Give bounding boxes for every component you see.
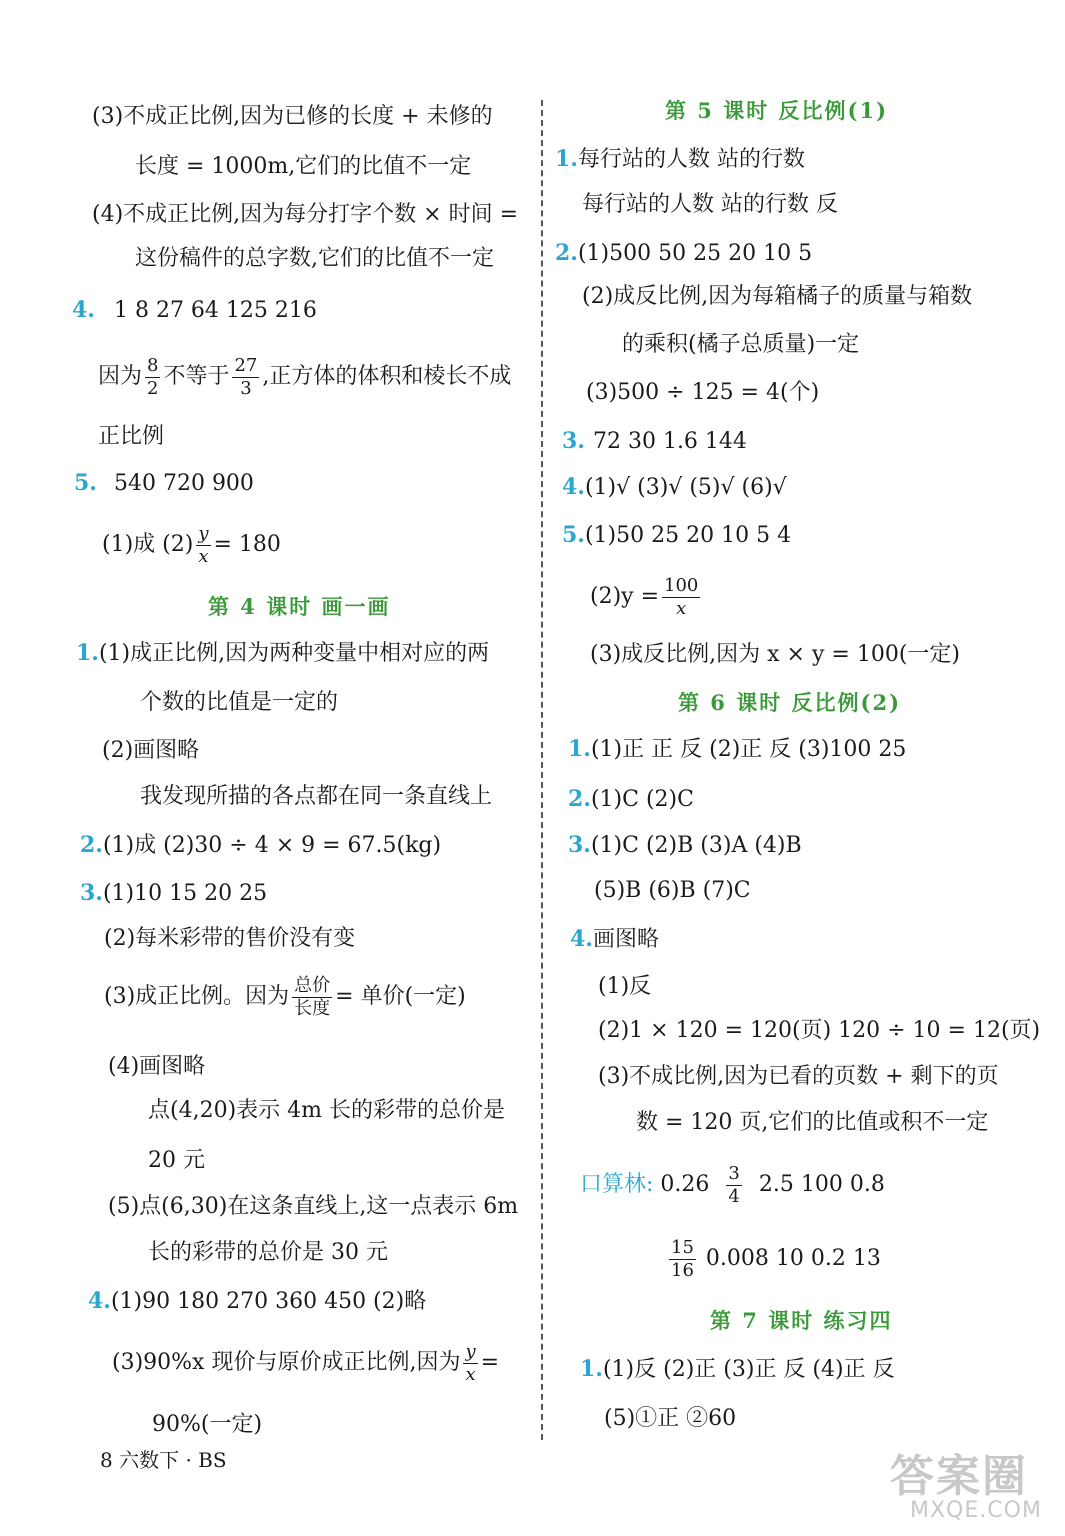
r-q1-text: 每行站的人数 站的行数 [577, 147, 805, 172]
s4-q3-part4: (4)画图略 [108, 1054, 206, 1079]
left-line-3-cont: 长度 = 1000m,它们的比值不一定 [135, 154, 472, 179]
r-q2-part2-cont: 的乘积(橘子总质量)一定 [622, 332, 860, 357]
mental-math-a: 0.26 [660, 1172, 710, 1197]
mental-math-label: 口算林: [580, 1172, 654, 1197]
q4-values: 1 8 27 64 125 216 [113, 298, 317, 323]
r-q3-text: 72 30 1.6 144 [592, 429, 747, 454]
left-line-4: (4)不成正比例,因为每分打字个数 × 时间 = [92, 202, 519, 227]
s4-q3-part2: (2)每米彩带的售价没有变 [104, 926, 356, 951]
r6-q4-part3: (3)不成比例,因为已看的页数 + 剩下的页 [598, 1064, 999, 1089]
fraction-3-4: $\frac{3}{4}$ [728, 1162, 740, 1207]
s4-q3-part3-pre: (3)成正比例。因为 [104, 984, 290, 1009]
s4-q3-part4-a: 点(4,20)表示 4m 长的彩带的总价是 [148, 1098, 505, 1123]
s4-q4-number: 4. [88, 1288, 111, 1314]
r6-q1 [568, 734, 906, 765]
r6-q4 [570, 924, 659, 955]
r6-q4-part3-cont: 数 = 120 页,它们的比值或积不一定 [636, 1110, 989, 1135]
fraction-15-16: $\frac{15}{16}$ [671, 1236, 694, 1281]
mental-math-row-1 [580, 1160, 885, 1210]
r6-q4-part2: (2)1 × 120 = 120(页) 120 ÷ 10 = 12(页) [598, 1018, 1041, 1043]
left-line-4-cont: 这份稿件的总字数,它们的比值不一定 [135, 246, 494, 271]
fraction-27-3: $\frac{27}{3}$ [234, 354, 258, 399]
q5-answer [102, 520, 281, 570]
s4-q3-part5-cont: 长的彩带的总价是 30 元 [148, 1240, 388, 1265]
s4-q2-text: (1)成 (2)30 ÷ 4 × 9 = 67.5(kg) [102, 833, 442, 858]
r7-q1-number: 1. [580, 1356, 603, 1382]
mental-math-c: 0.008 10 0.2 13 [705, 1246, 881, 1271]
r-q4-text: (1)√ (3)√ (5)√ (6)√ [584, 475, 787, 500]
r-q1-number: 1. [555, 146, 578, 172]
q4-number: 4. [72, 297, 95, 323]
q5-answer-pre: (1)成 (2) [102, 532, 194, 557]
r-q1-answer: 每行站的人数 站的行数 反 [582, 192, 838, 217]
s4-q2 [80, 830, 441, 861]
lesson-5-heading: 第 5 课时 反比例(1) [665, 98, 889, 123]
r6-q3-number: 3. [568, 832, 591, 858]
s4-q3-number: 3. [80, 880, 103, 906]
r-q4 [562, 472, 787, 503]
page-footer: 8 六数下 · BS [100, 1448, 227, 1472]
s4-q3-text: (1)10 15 20 25 [102, 881, 268, 906]
watermark-line-2: MXQE.COM [910, 1498, 1042, 1523]
q5-row [74, 468, 254, 499]
s4-q1-part2: (2)画图略 [102, 738, 200, 763]
r-q5-text: (1)50 25 20 10 5 4 [584, 523, 792, 548]
s4-q1-number: 1. [76, 640, 99, 666]
q4-reason-post: ,正方体的体积和棱长不成 [262, 364, 512, 389]
q5-number: 5. [74, 470, 97, 496]
s4-q4 [88, 1286, 426, 1317]
r6-q3 [568, 830, 802, 861]
s4-q4-part3-pre: (3)90%x 现价与原价成正比例,因为 [112, 1350, 461, 1375]
fraction-8-2: $\frac{8}{2}$ [147, 354, 159, 399]
r-q2-part3: (3)500 ÷ 125 = 4(个) [586, 380, 820, 405]
s4-q2-number: 2. [80, 832, 103, 858]
lesson-6-heading: 第 6 课时 反比例(2) [678, 690, 902, 715]
s4-q4-part3-post: = [480, 1350, 500, 1375]
q4-reason-mid: 不等于 [163, 364, 230, 389]
r-q2 [555, 238, 812, 269]
s4-q4-end: 90%(一定) [152, 1412, 263, 1437]
r-q1 [555, 144, 805, 175]
fraction-total-length: $\frac{\text{总价}}{\text{长度}}$ [294, 974, 331, 1019]
lesson-4-heading: 第 4 课时 画一画 [208, 594, 391, 619]
r7-q1-text: (1)反 (2)正 (3)正 反 (4)正 反 [602, 1357, 895, 1382]
column-divider [541, 100, 543, 1440]
r6-q4-number: 4. [570, 926, 593, 952]
r-q5 [562, 520, 791, 551]
q4-reason [98, 352, 511, 402]
r6-q2 [568, 784, 694, 815]
s4-q4-text: (1)90 180 270 360 450 (2)略 [110, 1289, 427, 1314]
r-q5-part3: (3)成反比例,因为 x × y = 100(一定) [590, 642, 960, 667]
r-q3 [562, 426, 747, 457]
r-q5-part2 [590, 572, 703, 622]
s4-q3-part4-b: 20 元 [148, 1148, 205, 1173]
r6-q1-text: (1)正 正 反 (2)正 反 (3)100 25 [590, 737, 907, 762]
watermark-logo [880, 1440, 1060, 1530]
s4-q3-part3-post: = 单价(一定) [335, 984, 466, 1009]
r-q2-text: (1)500 50 25 20 10 5 [577, 241, 813, 266]
r6-q4-part1: (1)反 [598, 974, 652, 999]
mental-math-row-2 [666, 1234, 881, 1284]
r-q4-number: 4. [562, 474, 585, 500]
q4-reason-pre: 因为 [98, 364, 143, 389]
r-q5-part2-pre: (2)y = [590, 584, 660, 609]
r6-q4-text: 画图略 [592, 927, 659, 952]
fraction-y-x-2: $\frac{y}{x}$ [465, 1340, 476, 1385]
s4-q1-text: (1)成正比例,因为两种变量中相对应的两 [98, 641, 490, 666]
left-line-3: (3)不成正比例,因为已修的长度 + 未修的 [92, 104, 493, 129]
s4-q1-observation: 我发现所描的各点都在同一条直线上 [140, 784, 493, 809]
s4-q3-part5: (5)点(6,30)在这条直线上,这一点表示 6m [108, 1194, 519, 1219]
s4-q1-cont: 个数的比值是一定的 [140, 690, 339, 715]
r-q3-number: 3. [562, 428, 585, 454]
lesson-7-heading: 第 7 课时 练习四 [710, 1308, 893, 1333]
s4-q3-part3 [104, 972, 466, 1022]
q4-row [72, 295, 317, 326]
fraction-y-x: $\frac{y}{x}$ [198, 522, 209, 567]
mental-math-b: 2.5 100 0.8 [758, 1172, 885, 1197]
r6-q1-number: 1. [568, 736, 591, 762]
r7-q1 [580, 1354, 895, 1385]
r6-q2-text: (1)C (2)C [590, 787, 694, 812]
q5-answer-post: = 180 [213, 532, 281, 557]
s4-q4-part3 [112, 1338, 499, 1388]
r-q5-number: 5. [562, 522, 585, 548]
fraction-100-x: $\frac{100}{x}$ [664, 574, 699, 619]
q5-values: 540 720 900 [113, 471, 254, 496]
r-q2-number: 2. [555, 240, 578, 266]
r6-q2-number: 2. [568, 786, 591, 812]
s4-q3 [80, 878, 267, 909]
r-q2-part2: (2)成反比例,因为每箱橘子的质量与箱数 [582, 284, 973, 309]
s4-q1 [76, 638, 489, 669]
r7-q1-part5: (5)①正 ②60 [604, 1406, 737, 1431]
q4-end: 正比例 [98, 424, 165, 449]
watermark-line-1: 答案圈 [890, 1451, 1028, 1502]
r6-q3-cont: (5)B (6)B (7)C [594, 878, 751, 903]
r6-q3-text: (1)C (2)B (3)A (4)B [590, 833, 802, 858]
